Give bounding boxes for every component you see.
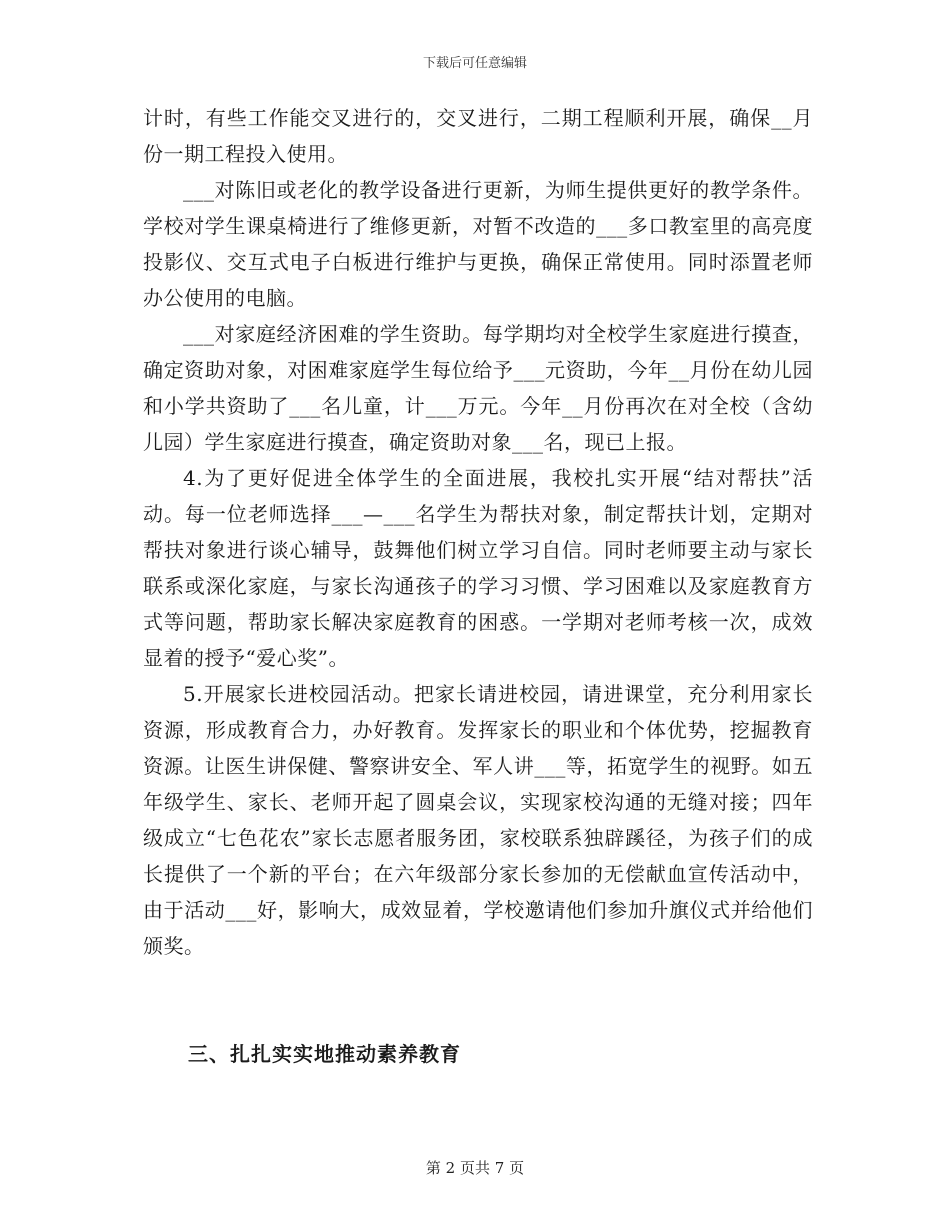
paragraph-parents-on-campus: 5.开展家长进校园活动。把家长请进校园，请进课堂，充分利用家长资源，形成教育合力，办好教育。发挥家长的职业和个体优势，挖掘教育资源。让医生讲保健、警察讲安全、军人讲___等，拓宽学生的视野。如五年级学生、家长、老师开起了圆桌会议，实现家校沟通的无缝对接；四年级成立“七色花农”家长志愿者服务团，家校联系独辟蹊径，为孩子们的成长提供了一个新的平台；在六年级部分家长参加的无偿献血宣传活动中，由于活动___好，影响大，成效显着，学校邀请他们参加升旗仪式并给他们颁奖。: [143, 682, 813, 958]
header-note: 下载后可任意编辑: [422, 56, 527, 71]
document-body: [143, 100, 813, 964]
paragraph-continuation: 计时，有些工作能交叉进行的，交叉进行，二期工程顺利开展，确保__月份一期工程投入使用。: [143, 106, 813, 166]
page-number: 第 2 页共 7 页: [425, 1159, 525, 1177]
paragraph-mentoring: 4.为了更好促进全体学生的全面进展，我校扎实开展“结对帮扶”活动。每一位老师选择___—___名学生为帮扶对象，制定帮扶计划，定期对帮扶对象进行谈心辅导，鼓舞他们树立学习自信。同时老师要主动与家长联系或深化家庭，与家长沟通孩子的学习习惯、学习困难以及家庭教育方式等问题，帮助家长解决家庭教育的困惑。一学期对老师考核一次，成效显着的授予“爱心奖”。: [143, 466, 813, 670]
paragraph-student-aid: ___对家庭经济困难的学生资助。每学期均对全校学生家庭进行摸查，确定资助对象，对困难家庭学生每位给予___元资助，今年__月份在幼儿园和小学共资助了___名儿童，计___万元。今年__月份再次在对全校（含幼儿园）学生家庭进行摸查，确定资助对象___名，现已上报。: [143, 322, 813, 454]
section-heading: 三、扎扎实实地推动素养教育: [188, 1042, 461, 1066]
paragraph-equipment-update: ___对陈旧或老化的教学设备进行更新，为师生提供更好的教学条件。学校对学生课桌椅进行了维修更新，对暂不改造的___多口教室里的高亮度投影仪、交互式电子白板进行维护与更换，确保正常使用。同时添置老师办公使用的电脑。: [143, 178, 813, 310]
